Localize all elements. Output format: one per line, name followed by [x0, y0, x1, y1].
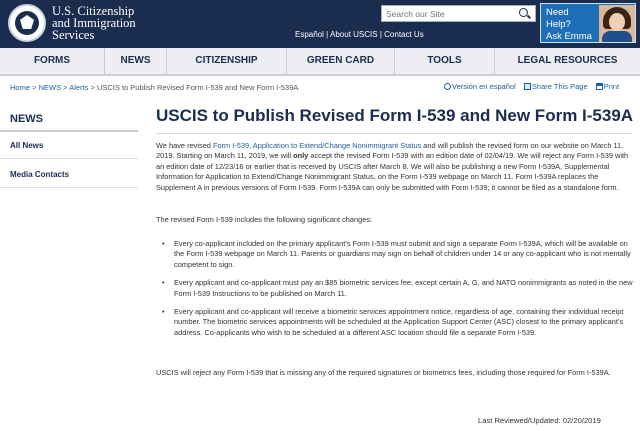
form-i539-link[interactable]: Form I-539, Application to Extend/Change Nonimmigrant Status: [212, 141, 422, 150]
intro-text-bold: only: [293, 151, 309, 161]
main-nav: [0, 48, 640, 76]
sidebar-title-underline: [0, 130, 138, 132]
dhs-seal-logo[interactable]: [8, 4, 46, 42]
breadcrumb-news[interactable]: NEWS: [38, 83, 62, 92]
utility-links: [295, 30, 424, 39]
list-item: • Every applicant and co-applicant must pay an $85 biometric services fee, except certain A, G, and NATO nonimmigrants as noted in the new Form I-539 Instructions to be published on March 11.: [156, 278, 636, 299]
nav-legal-resources[interactable]: LEGAL RESOURCES: [517, 55, 618, 66]
breadcrumb-sep: >: [88, 83, 97, 92]
spanish-version-label: Versión en español: [452, 82, 516, 91]
link-contact-us[interactable]: Contact Us: [384, 30, 424, 39]
link-espanol[interactable]: Español: [295, 30, 324, 39]
title-divider: [156, 133, 632, 134]
nav-citizenship[interactable]: CITIZENSHIP: [167, 48, 287, 74]
breadcrumb-home[interactable]: Home: [10, 83, 31, 92]
nav-news[interactable]: NEWS: [105, 48, 167, 74]
search-button[interactable]: [515, 6, 535, 21]
avatar-body: [602, 31, 632, 42]
help-line-3: Ask Emma: [546, 31, 592, 42]
site-header: [0, 0, 640, 48]
emma-avatar: [599, 5, 635, 42]
share-page-label: Share This Page: [531, 82, 588, 91]
breadcrumb-sep: >: [30, 83, 39, 92]
search-input[interactable]: [382, 6, 515, 21]
share-icon: [524, 83, 531, 90]
brand-line-3: Services: [52, 28, 95, 42]
site-brand[interactable]: [52, 5, 136, 41]
nav-forms[interactable]: FORMS: [0, 48, 105, 74]
page-tools: [444, 82, 619, 91]
help-text: [546, 7, 592, 43]
link-separator: |: [326, 30, 331, 39]
breadcrumb: [10, 83, 298, 92]
share-page-link[interactable]: [524, 82, 588, 91]
help-line-2: Help?: [546, 19, 571, 30]
breadcrumb-current: USCIS to Publish Revised Form I-539 and New Form I-539A: [96, 83, 299, 92]
search-icon: [519, 8, 528, 17]
rejection-paragraph: USCIS will reject any Form I-539 that is missing any of the required signatures or biometrics fees, including those required for Form I-539A.: [156, 368, 611, 377]
link-about-uscis[interactable]: About USCIS: [330, 30, 378, 39]
changes-list: [156, 239, 636, 346]
list-item: • Every co-applicant included on the primary applicant’s Form I-539 must submit and sign a separate Form I-539A, which will be available on the Form I-539 webpage on March 11. Parents or guardians may sign on behalf of children under 14 or any co-applicant who is not mentally competent to sign.: [156, 239, 636, 270]
breadcrumb-sep: >: [61, 83, 70, 92]
intro-text-a: We have revised: [156, 141, 213, 150]
link-separator: |: [379, 30, 385, 39]
sidebar-item-media-contacts[interactable]: Media Contacts: [10, 170, 70, 179]
nav-green-card[interactable]: GREEN CARD: [287, 48, 395, 74]
brand-line-2: and Immigration: [52, 16, 136, 30]
print-icon: [596, 83, 603, 90]
sidebar-divider: [0, 187, 138, 188]
nav-tools[interactable]: TOOLS: [395, 48, 495, 74]
sidebar-divider: [0, 158, 138, 159]
list-item: • Every applicant and co-applicant will receive a biometric services appointment notice, regardless of age, containing their individual receipt number. The biometric services appointments will be scheduled at the Application Support Center (ASC) closest to the primary applicant’s address. Co-applicants who wish to be scheduled at a different ASC location should file a separate Form I-539.: [156, 307, 636, 338]
print-label: Print: [603, 82, 620, 91]
brand-line-1: U.S. Citizenship: [52, 4, 135, 18]
sidebar-title: NEWS: [10, 113, 43, 125]
intro-text-b: and will publish the revised form on our website on March 11, 2019. Starting on March 11, 2019, we will: [156, 141, 624, 161]
ask-emma-widget[interactable]: [540, 3, 636, 43]
intro-paragraph: [156, 141, 636, 193]
spanish-version-link[interactable]: [444, 82, 516, 91]
help-line-1: Need: [546, 7, 569, 18]
last-reviewed-date: Last Reviewed/Updated: 02/20/2019: [478, 416, 601, 425]
avatar-face: [609, 13, 625, 31]
sidebar-item-all-news[interactable]: All News: [10, 141, 44, 150]
print-link[interactable]: [596, 82, 619, 91]
breadcrumb-alerts[interactable]: Alerts: [69, 83, 89, 92]
page-title: USCIS to Publish Revised Form I-539 and New Form I-539A: [156, 106, 634, 125]
intro-text-c: accept the revised Form I-539 with an edition date of 02/04/19. We will reject any Form I-539 with an edition date of 12/23/16 or earlier that is received by USCIS after March 8. We will also be publishing a new Form I-539A, Supplemental Information for Application to Extend/Change Nonimmigrant Status, on the Form I-539 webpage on March 11. Form I-539A replaces the Supplement A in previous versions of Form I-539. Form I-539A can only be submitted with Form I-539; it cannot be filed as a standalone form.: [156, 151, 629, 192]
search-box: [381, 5, 536, 22]
globe-icon: [444, 83, 451, 90]
changes-intro-paragraph: The revised Form I-539 includes the following significant changes:: [156, 215, 373, 224]
